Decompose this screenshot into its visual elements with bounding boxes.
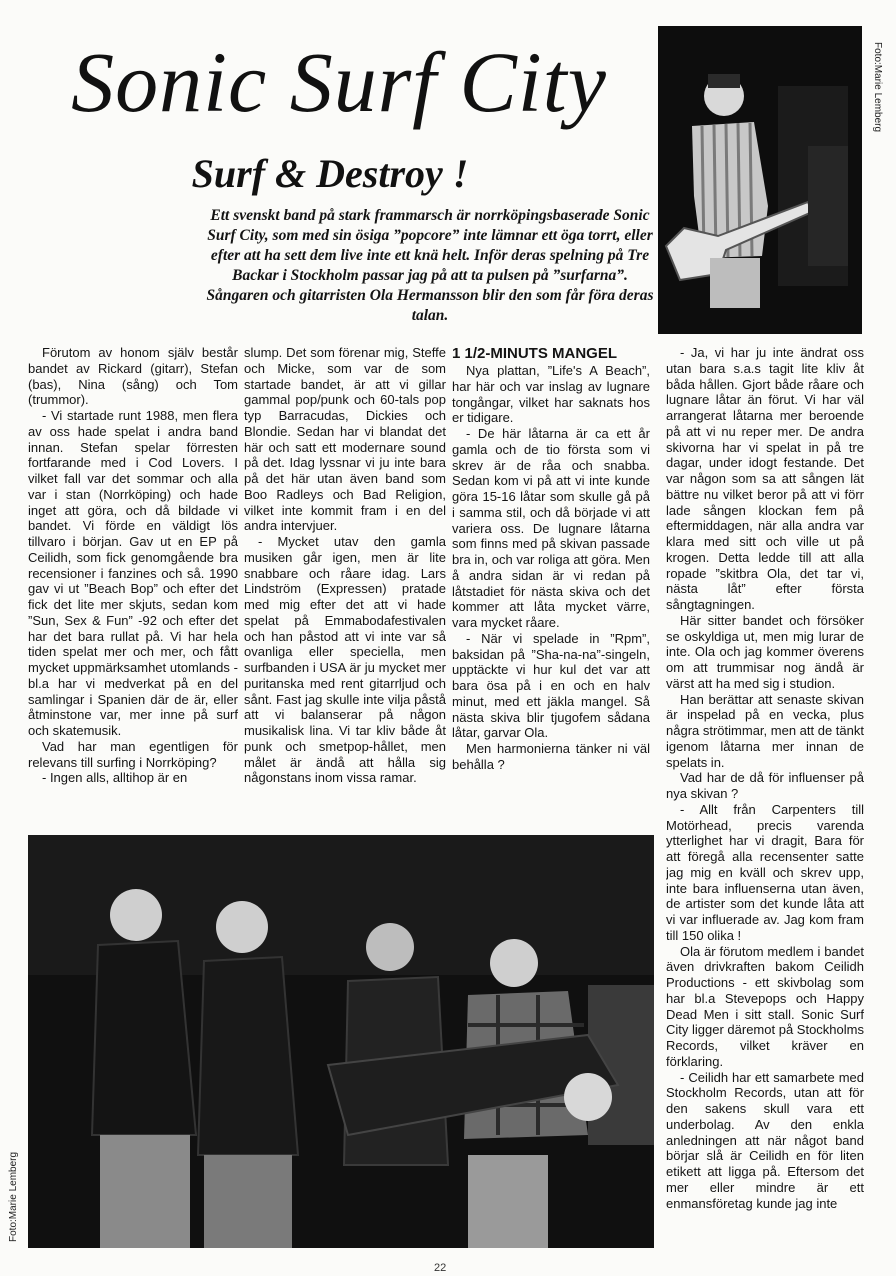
- paragraph: Vad har man egentligen för relevans till surfing i Norrköping?: [28, 738, 238, 770]
- lead-paragraph: Ett svenskt band på stark frammarsch är norrköpingsbaserade Sonic Surf City, som med sin ösiga ”popcore” inte lämnar ett öga torrt, eller efter att ha sett dem live inte ett knä helt. Inför deras spelning på Tre Backar i Stockholm passar jag på att ta pulsen på ”surfarna”. Sångaren och gitarristen Ola Hermansson blir den som får föra deras talan.: [206, 207, 654, 324]
- photo-credit-top: Foto:Marie Lemberg: [872, 42, 883, 133]
- article-column-2: [244, 345, 446, 823]
- paragraph: Här sitter bandet och försöker se oskyldiga ut, men mig lurar de inte. Ola och jag kommer överens om att trummisar nog ändå är värst att ha med sig i studion.: [666, 612, 864, 691]
- photo-credit-bottom: Foto:Marie Lemberg: [8, 1151, 19, 1242]
- article-column-4: [666, 345, 864, 1253]
- paragraph: Nya plattan, ”Life's A Beach”, har här och var inslag av lugnare tongångar, vilket har saknats hos er tidigare.: [452, 363, 650, 426]
- paragraph: - När vi spelade in ”Rpm”, baksidan på ”Sha-na-na”-singeln, upptäckte vi hur kul det var att bara ösa på i en och en halv minut, med ett jäkla mangel. Så nästa skiva blir tjugofem sådana låtar, garvar Ola.: [452, 630, 650, 741]
- paragraph: Vad har de då för influenser på nya skivan ?: [666, 770, 864, 801]
- paragraph: - Ingen alls, alltihop är en: [42, 770, 188, 786]
- article-title: Sonic Surf City: [71, 34, 607, 130]
- paragraph: - Ja, vi har ju inte ändrat oss utan bara s.a.s tagit lite kliv åt båda hållen. Gjort både råare och lugnare låtar än förut. Vi har väl arrangerat låtarna mer beroende på att vi nu reper mer. De andra skivorna har vi spelat in på tre dagar, under idogt festande. Det var någon som sa att sången lät bättre nu vilket beror på att vi förr lade sången klockan fem på eftermiddagen, när alla andra var klara med sitt och ville ut på krogen. Detta ledde till att alla ropade ”skitbra Ola, det tar vi, nästa låt” efter första sångtagningen.: [666, 345, 864, 612]
- article-column-3: [452, 345, 650, 823]
- band-photo-image: [28, 835, 654, 1248]
- article-column-1: [28, 345, 238, 823]
- paragraph: slump. Det som förenar mig, Steffe och Micke, som var de som startade bandet, är att vi gillar gammal pop/punk och 60-tals pop typ Barracudas, Dickies och Blondie. Sedan har vi blandat det här och satt ett modernare sound på det. Idag lyssnar vi ju inte bara på det här utan även band som Boo Radleys och Bad Religion, vilket inte kommit fram i en del andra intervjuer.: [244, 345, 446, 534]
- paragraph: Men harmonierna tänker ni väl behålla ?: [452, 741, 650, 772]
- paragraph: Han berättar att senaste skivan är inspelad på en vecka, plus några strötimmar, men att de tänkt igenom låtarna mer innan de spelats in.: [666, 691, 864, 770]
- paragraph: - Allt från Carpenters till Motörhead, precis varenda ytterlighet har vi dragit, Bara för att föregå alla recensenter satte jag mig en kväll och skrev upp, inte bara influenserna utan även, de artister som det kunde låta att vi var influerade av. Jag kom fram till 150 olika !: [666, 801, 864, 943]
- singer-photo: [658, 26, 862, 334]
- page-number: 22: [434, 1262, 447, 1274]
- paragraph: Förutom av honom själv består bandet av Rickard (gitarr), Stefan (bas), Nina (sång) och Tom (trummor).: [28, 345, 238, 408]
- paragraph: Ola är förutom medlem i bandet även drivkraften bakom Ceilidh Productions - ett skivbolag som har bl.a Stevepops och Happy Dead Men i sitt stall. Sonic Surf City ligger däremot på Stockholms Records, vilket kräver en förklaring.: [666, 943, 864, 1069]
- singer-photo-image: [658, 26, 862, 334]
- article-subtitle: Surf & Destroy !: [191, 151, 469, 196]
- paragraph: - De här låtarna är ca ett år gamla och de tio första som vi skrev är de råa och snabba. Sedan kom vi på att vi inte kunde göra 15-16 låtar som skulle gå på i samma stil, och då började vi att variera oss. De lugnare låtarna som finns med på skivan passade bra in, och var roliga att göra. Men å andra sidan är vi redan på låtstadiet för nästa skiva och det kommer att låta mycket värre, vara mycket råare.: [452, 426, 650, 630]
- band-photo: [28, 835, 654, 1248]
- paragraph: - Mycket utav den gamla musiken går igen, men är lite snabbare och råare idag. Lars Lindström (Expressen) pratade med mig efter det att vi hade spelat på Emmabodafestivalen och han påstod att vi inte var så ovanliga eller speciella, men surfbanden i USA är ju mycket mer puritanska med rent gitarrljud och sånt. Fast jag skulle inte vilja påstå att vi balanserar på någon musikalisk lina. Vi tar kliv både åt punk och smetpop-hållet, men målet är ändå att hålla sig någonstans inom vissa ramar.: [244, 534, 446, 786]
- section-heading: 1 1/2-MINUTS MANGEL: [452, 345, 618, 362]
- paragraph: - Vi startade runt 1988, men flera av oss hade spelat i andra band innan. Stefan spelar förresten fortfarande med i Cod Lovers. I vilket fall var det sommar och alla var i stan (Norrköping) och hade inget att göra, och då bildade vi bandet. Vi förde en väldigt lös tillvaro i början. Gav ut en EP på Ceilidh, som fick genomgående bra recensioner i fanzines och så. 1990 gav vi ut ”Beach Bop” och efter det fick det lite mer skjuts, sedan kom ”Sun, Sex & Fun” -92 och efter det har det bara rullat på. Vi har hela tiden spelat mer och mer, och fått mycket uppmärksamhet utomlands - bl.a har vi medverkat på en del samlingar i Spanien där de är, eller åtminstone var, mer inne på surf och skatemusik.: [28, 408, 238, 738]
- paragraph: - Ceilidh har ett samarbete med Stockholm Records, utan att för den sakens skull vara ett underbolag. Av den enkla anledningen att när något band börjar slå är Ceilidh en för liten etikett att ligga på. Eftersom det mer eller mindre är ett enmansföretag kunde jag inte: [666, 1069, 864, 1211]
